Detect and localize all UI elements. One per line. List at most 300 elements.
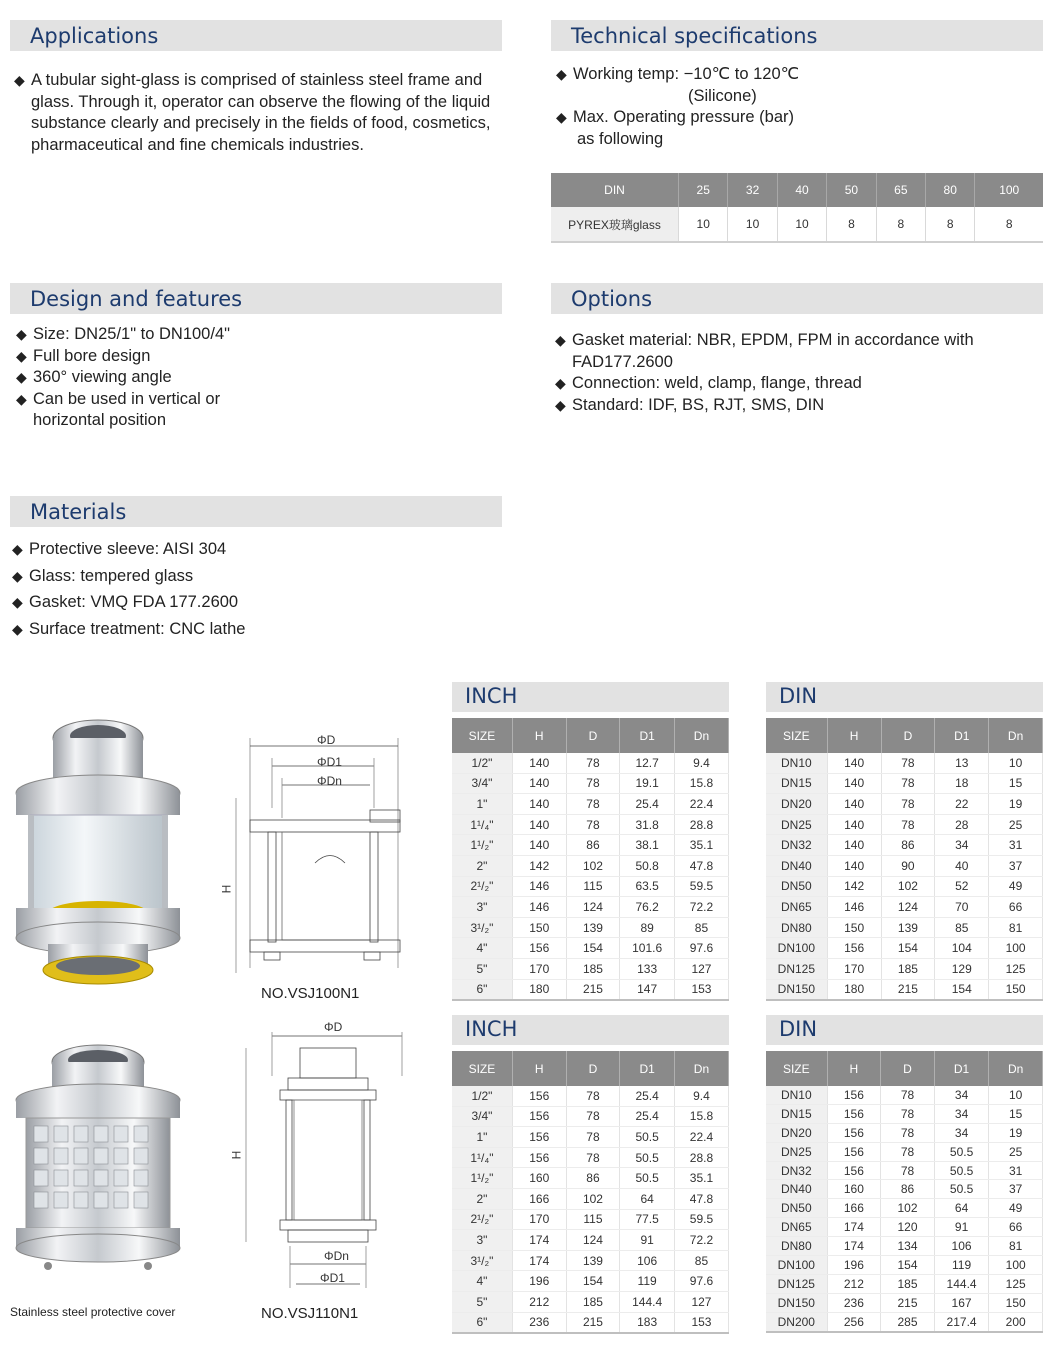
value-cell: 63.5 <box>620 876 675 897</box>
value-cell: 119 <box>620 1271 675 1292</box>
value-cell: 236 <box>827 1293 881 1312</box>
design-header <box>10 283 502 314</box>
value-cell: 102 <box>566 855 620 876</box>
materials-title: Materials <box>30 500 127 524</box>
column-header: Dn <box>674 1051 728 1086</box>
column-header: D <box>566 1051 620 1086</box>
value-cell: 156 <box>827 1161 881 1180</box>
value-cell: 200 <box>989 1312 1043 1331</box>
value-cell: 153 <box>674 979 728 1000</box>
dim-D-label-2: ΦD <box>324 1020 343 1034</box>
inch-table-2-header <box>452 1015 729 1045</box>
value-cell: 78 <box>881 1086 935 1104</box>
value-cell: 78 <box>566 753 620 773</box>
pressure-row-label: PYREX玻璃glass <box>551 207 679 242</box>
options-header <box>551 283 1043 314</box>
value-cell: 25 <box>989 1142 1043 1161</box>
value-cell: 170 <box>512 1209 566 1230</box>
value-cell: 38.1 <box>620 835 675 856</box>
size-cell: DN65 <box>766 897 827 918</box>
value-cell: 212 <box>512 1291 566 1312</box>
value-cell: 147 <box>620 979 675 1000</box>
value-cell: 28 <box>935 814 989 835</box>
value-cell: 166 <box>827 1199 881 1218</box>
value-cell: 10 <box>989 1086 1043 1104</box>
value-cell: 86 <box>566 1168 620 1189</box>
value-cell: 86 <box>881 835 935 856</box>
value-cell: 104 <box>935 938 989 959</box>
value-cell: 28.8 <box>674 814 728 835</box>
value-cell: 150 <box>827 917 881 938</box>
value-cell: 156 <box>827 1123 881 1142</box>
table-row <box>766 917 1043 938</box>
table-row <box>452 1168 729 1189</box>
column-header: SIZE <box>452 718 512 753</box>
value-cell: 78 <box>881 773 935 794</box>
value-cell: 154 <box>566 1271 620 1292</box>
value-cell: 140 <box>827 835 881 856</box>
column-header: H <box>827 718 881 753</box>
pressure-value: 8 <box>975 207 1043 242</box>
size-cell: DN20 <box>766 794 827 815</box>
table-header-row <box>766 1051 1043 1086</box>
value-cell: 34 <box>934 1123 989 1142</box>
value-cell: 150 <box>989 979 1043 1000</box>
pressure-value: 10 <box>679 207 728 242</box>
value-cell: 66 <box>989 1218 1043 1237</box>
column-header: D <box>566 718 620 753</box>
value-cell: 19 <box>989 1123 1043 1142</box>
size-cell: DN125 <box>766 958 827 979</box>
value-cell: 50.5 <box>934 1161 989 1180</box>
table-row <box>766 1104 1043 1123</box>
value-cell: 78 <box>881 794 935 815</box>
value-cell: 78 <box>881 1161 935 1180</box>
value-cell: 154 <box>881 938 935 959</box>
table-row <box>766 814 1043 835</box>
materials-header <box>10 496 502 527</box>
technical-drawing-2 <box>228 1028 408 1298</box>
value-cell: 85 <box>674 917 728 938</box>
value-cell: 37 <box>989 855 1043 876</box>
table-row <box>452 1086 729 1106</box>
value-cell: 146 <box>512 897 566 918</box>
value-cell: 154 <box>881 1256 935 1275</box>
column-header: Dn <box>674 718 728 753</box>
tech-item-pressure <box>556 107 1036 150</box>
value-cell: 102 <box>881 876 935 897</box>
value-cell: 15.8 <box>674 1106 728 1127</box>
size-cell: DN32 <box>766 1161 827 1180</box>
value-cell: 119 <box>934 1256 989 1275</box>
table-row <box>452 773 729 794</box>
value-cell: 78 <box>566 1147 620 1168</box>
table-row <box>452 1271 729 1292</box>
size-cell: DN200 <box>766 1312 827 1331</box>
inch-table-1 <box>452 718 729 1001</box>
value-cell: 160 <box>512 1168 566 1189</box>
value-cell: 140 <box>827 773 881 794</box>
value-cell: 12.7 <box>620 753 675 773</box>
value-cell: 76.2 <box>620 897 675 918</box>
pressure-value: 10 <box>777 207 826 242</box>
value-cell: 174 <box>512 1250 566 1271</box>
value-cell: 185 <box>566 1291 620 1312</box>
pressure-header-label: DIN <box>551 173 679 207</box>
size-cell: 2¹/₂" <box>452 1209 512 1230</box>
value-cell: 15 <box>989 773 1043 794</box>
table-row <box>452 897 729 918</box>
value-cell: 78 <box>881 1123 935 1142</box>
value-cell: 78 <box>566 1106 620 1127</box>
value-cell: 146 <box>512 876 566 897</box>
table-row <box>766 855 1043 876</box>
design-item: ◆ 360° viewing angle <box>16 367 316 389</box>
value-cell: 34 <box>934 1104 989 1123</box>
value-cell: 144.4 <box>934 1274 989 1293</box>
value-cell: 217.4 <box>934 1312 989 1331</box>
value-cell: 156 <box>512 938 566 959</box>
column-header: SIZE <box>766 1051 827 1086</box>
value-cell: 13 <box>935 753 989 773</box>
value-cell: 64 <box>620 1188 675 1209</box>
table-row <box>452 753 729 773</box>
value-cell: 19.1 <box>620 773 675 794</box>
pressure-table-header <box>551 173 1043 207</box>
value-cell: 89 <box>620 917 675 938</box>
value-cell: 150 <box>989 1293 1043 1312</box>
value-cell: 125 <box>989 1274 1043 1293</box>
value-cell: 196 <box>827 1256 881 1275</box>
applications-list <box>14 70 506 156</box>
tech-temp-line2: (Silicone) <box>688 86 757 105</box>
value-cell: 85 <box>935 917 989 938</box>
value-cell: 215 <box>881 979 935 1000</box>
value-cell: 25.4 <box>620 794 675 815</box>
value-cell: 180 <box>827 979 881 1000</box>
table-row <box>452 979 729 1000</box>
value-cell: 139 <box>566 917 620 938</box>
size-cell: 3/4" <box>452 773 512 794</box>
pressure-table-row <box>551 207 1043 242</box>
table-row <box>452 1291 729 1312</box>
column-header: D1 <box>935 718 989 753</box>
tech-title: Technical specifications <box>571 24 818 48</box>
value-cell: 124 <box>566 1230 620 1251</box>
size-cell: 1" <box>452 1127 512 1148</box>
pressure-size: 25 <box>679 173 728 207</box>
table-row <box>452 855 729 876</box>
size-cell: 1/2" <box>452 753 512 773</box>
table-row <box>766 773 1043 794</box>
table-row <box>766 1161 1043 1180</box>
value-cell: 22 <box>935 794 989 815</box>
value-cell: 35.1 <box>674 1168 728 1189</box>
applications-header <box>10 20 502 51</box>
size-cell: 3¹/₂" <box>452 1250 512 1271</box>
value-cell: 91 <box>620 1230 675 1251</box>
value-cell: 47.8 <box>674 1188 728 1209</box>
value-cell: 90 <box>881 855 935 876</box>
value-cell: 170 <box>827 958 881 979</box>
value-cell: 31 <box>989 1161 1043 1180</box>
pressure-value: 8 <box>876 207 925 242</box>
value-cell: 140 <box>512 773 566 794</box>
value-cell: 154 <box>935 979 989 1000</box>
value-cell: 78 <box>566 773 620 794</box>
size-cell: DN50 <box>766 1199 827 1218</box>
value-cell: 9.4 <box>674 753 728 773</box>
column-header: D <box>881 718 935 753</box>
table-row <box>452 1312 729 1333</box>
value-cell: 72.2 <box>674 897 728 918</box>
value-cell: 124 <box>881 897 935 918</box>
materials-item: ◆ Protective sleeve: AISI 304 <box>12 539 412 561</box>
value-cell: 86 <box>881 1180 935 1199</box>
value-cell: 140 <box>512 814 566 835</box>
value-cell: 34 <box>934 1086 989 1104</box>
size-cell: 4" <box>452 938 512 959</box>
value-cell: 174 <box>827 1237 881 1256</box>
value-cell: 102 <box>566 1188 620 1209</box>
value-cell: 22.4 <box>674 1127 728 1148</box>
design-item: ◆ Size: DN25/1" to DN100/4" <box>16 324 316 346</box>
tech-temp-line1: ◆ Working temp: −10℃ to 120℃ <box>573 65 800 83</box>
size-cell: DN15 <box>766 773 827 794</box>
tech-pressure-line2: as following <box>577 129 664 148</box>
size-cell: DN80 <box>766 1237 827 1256</box>
pressure-value: 10 <box>728 207 777 242</box>
table-row <box>452 1106 729 1127</box>
value-cell: 40 <box>935 855 989 876</box>
inch-table-1-title: INCH <box>465 684 518 708</box>
value-cell: 70 <box>935 897 989 918</box>
size-cell: 2¹/₂" <box>452 876 512 897</box>
inch-table-1-header <box>452 682 729 712</box>
pressure-value: 8 <box>926 207 975 242</box>
tech-pressure-line1: ◆ Max. Operating pressure (bar) <box>573 108 795 126</box>
value-cell: 144.4 <box>620 1291 675 1312</box>
value-cell: 120 <box>881 1218 935 1237</box>
pressure-size: 50 <box>827 173 876 207</box>
din-table-1-title: DIN <box>779 684 818 708</box>
value-cell: 115 <box>566 876 620 897</box>
column-header: Dn <box>989 718 1043 753</box>
value-cell: 78 <box>566 794 620 815</box>
value-cell: 31 <box>989 835 1043 856</box>
table-row <box>452 1147 729 1168</box>
value-cell: 91 <box>934 1218 989 1237</box>
value-cell: 129 <box>935 958 989 979</box>
value-cell: 18 <box>935 773 989 794</box>
value-cell: 25.4 <box>620 1106 675 1127</box>
value-cell: 78 <box>881 753 935 773</box>
size-cell: 3" <box>452 1230 512 1251</box>
value-cell: 180 <box>512 979 566 1000</box>
value-cell: 140 <box>512 835 566 856</box>
table-row <box>766 835 1043 856</box>
size-cell: 2" <box>452 1188 512 1209</box>
value-cell: 156 <box>512 1127 566 1148</box>
value-cell: 9.4 <box>674 1086 728 1106</box>
size-cell: DN25 <box>766 814 827 835</box>
table-row <box>766 938 1043 959</box>
din-table-1-header <box>766 682 1043 712</box>
value-cell: 25 <box>989 814 1043 835</box>
size-cell: DN10 <box>766 1086 827 1104</box>
value-cell: 170 <box>512 958 566 979</box>
column-header: D1 <box>620 1051 675 1086</box>
table-row <box>452 814 729 835</box>
size-cell: 1¹/₂" <box>452 1168 512 1189</box>
value-cell: 156 <box>512 1147 566 1168</box>
applications-text: ◆ A tubular sight-glass is comprised of stainless steel frame and glass. Through it, operator can observe the flowing of the liquid substance clearly and precisely in the fields of food, cosmetics, pharmaceutical and fine chemicals industries. <box>14 70 506 156</box>
value-cell: 78 <box>566 1127 620 1148</box>
size-cell: 1¹/₂" <box>452 835 512 856</box>
value-cell: 15 <box>989 1104 1043 1123</box>
tech-item-temp <box>556 64 1036 107</box>
size-cell: 3¹/₂" <box>452 917 512 938</box>
value-cell: 102 <box>881 1199 935 1218</box>
cover-caption: Stainless steel protective cover <box>10 1305 176 1319</box>
din-table-2-title: DIN <box>779 1017 818 1041</box>
value-cell: 156 <box>827 1104 881 1123</box>
value-cell: 25.4 <box>620 1086 675 1106</box>
table-row <box>452 1188 729 1209</box>
options-title: Options <box>571 287 653 311</box>
table-row <box>452 1230 729 1251</box>
column-header: D <box>881 1051 935 1086</box>
size-cell: 1" <box>452 794 512 815</box>
value-cell: 150 <box>512 917 566 938</box>
dim-H-label-1: H <box>219 884 234 894</box>
value-cell: 50.5 <box>620 1147 675 1168</box>
value-cell: 49 <box>989 876 1043 897</box>
table-row <box>766 876 1043 897</box>
value-cell: 142 <box>827 876 881 897</box>
table-row <box>452 1209 729 1230</box>
size-cell: DN10 <box>766 753 827 773</box>
value-cell: 146 <box>827 897 881 918</box>
table-row <box>766 1086 1043 1104</box>
column-header: SIZE <box>766 718 827 753</box>
design-item: ◆ Full bore design <box>16 346 316 368</box>
value-cell: 124 <box>566 897 620 918</box>
value-cell: 52 <box>935 876 989 897</box>
options-item: ◆ Standard: IDF, BS, RJT, SMS, DIN <box>555 395 1025 417</box>
value-cell: 115 <box>566 1209 620 1230</box>
applications-title: Applications <box>30 24 159 48</box>
value-cell: 285 <box>881 1312 935 1331</box>
table-row <box>766 753 1043 773</box>
design-list <box>16 324 316 432</box>
value-cell: 185 <box>566 958 620 979</box>
table-row <box>766 1312 1043 1331</box>
pressure-table <box>551 173 1043 243</box>
value-cell: 78 <box>566 814 620 835</box>
size-cell: DN20 <box>766 1123 827 1142</box>
value-cell: 139 <box>566 1250 620 1271</box>
column-header: SIZE <box>452 1051 512 1086</box>
value-cell: 156 <box>512 1086 566 1106</box>
value-cell: 28.8 <box>674 1147 728 1168</box>
value-cell: 156 <box>827 1142 881 1161</box>
table-row <box>766 1218 1043 1237</box>
size-cell: 3/4" <box>452 1106 512 1127</box>
table-row <box>766 958 1043 979</box>
table-row <box>452 958 729 979</box>
table-header-row <box>452 1051 729 1086</box>
size-cell: DN65 <box>766 1218 827 1237</box>
value-cell: 10 <box>989 753 1043 773</box>
value-cell: 140 <box>827 753 881 773</box>
table-row <box>766 897 1043 918</box>
size-cell: 5" <box>452 1291 512 1312</box>
value-cell: 15.8 <box>674 773 728 794</box>
sight-glass-photo <box>8 708 188 998</box>
inch-table-2-title: INCH <box>465 1017 518 1041</box>
value-cell: 156 <box>512 1106 566 1127</box>
value-cell: 59.5 <box>674 876 728 897</box>
model-label-1: NO.VSJ100N1 <box>261 985 360 1002</box>
value-cell: 78 <box>881 814 935 835</box>
dim-H-label-2: H <box>229 1150 244 1160</box>
value-cell: 153 <box>674 1312 728 1333</box>
value-cell: 31.8 <box>620 814 675 835</box>
value-cell: 77.5 <box>620 1209 675 1230</box>
materials-item: ◆ Glass: tempered glass <box>12 566 412 588</box>
tech-header <box>551 20 1043 51</box>
value-cell: 127 <box>674 958 728 979</box>
din-table-2-header <box>766 1015 1043 1045</box>
size-cell: DN25 <box>766 1142 827 1161</box>
value-cell: 97.6 <box>674 938 728 959</box>
value-cell: 97.6 <box>674 1271 728 1292</box>
value-cell: 142 <box>512 855 566 876</box>
size-cell: 5" <box>452 958 512 979</box>
table-row <box>452 876 729 897</box>
value-cell: 156 <box>827 938 881 959</box>
value-cell: 81 <box>989 917 1043 938</box>
value-cell: 22.4 <box>674 794 728 815</box>
value-cell: 127 <box>674 1291 728 1312</box>
value-cell: 35.1 <box>674 835 728 856</box>
table-row <box>452 794 729 815</box>
value-cell: 50.8 <box>620 855 675 876</box>
value-cell: 140 <box>827 855 881 876</box>
column-header: H <box>827 1051 881 1086</box>
size-cell: DN125 <box>766 1274 827 1293</box>
value-cell: 156 <box>827 1086 881 1104</box>
value-cell: 256 <box>827 1312 881 1331</box>
size-cell: DN40 <box>766 855 827 876</box>
dim-Dn-label-1: ΦDn <box>317 774 342 788</box>
table-row <box>766 1123 1043 1142</box>
value-cell: 72.2 <box>674 1230 728 1251</box>
value-cell: 59.5 <box>674 1209 728 1230</box>
value-cell: 50.5 <box>620 1127 675 1148</box>
model-label-2: NO.VSJ110N1 <box>261 1305 359 1322</box>
materials-item: ◆ Surface treatment: CNC lathe <box>12 619 412 641</box>
table-header-row <box>766 718 1043 753</box>
materials-item: ◆ Gasket: VMQ FDA 177.2600 <box>12 592 412 614</box>
column-header: H <box>512 718 566 753</box>
value-cell: 106 <box>934 1237 989 1256</box>
table-row <box>452 1127 729 1148</box>
protective-cover-photo <box>8 1040 188 1280</box>
column-header: H <box>512 1051 566 1086</box>
value-cell: 37 <box>989 1180 1043 1199</box>
